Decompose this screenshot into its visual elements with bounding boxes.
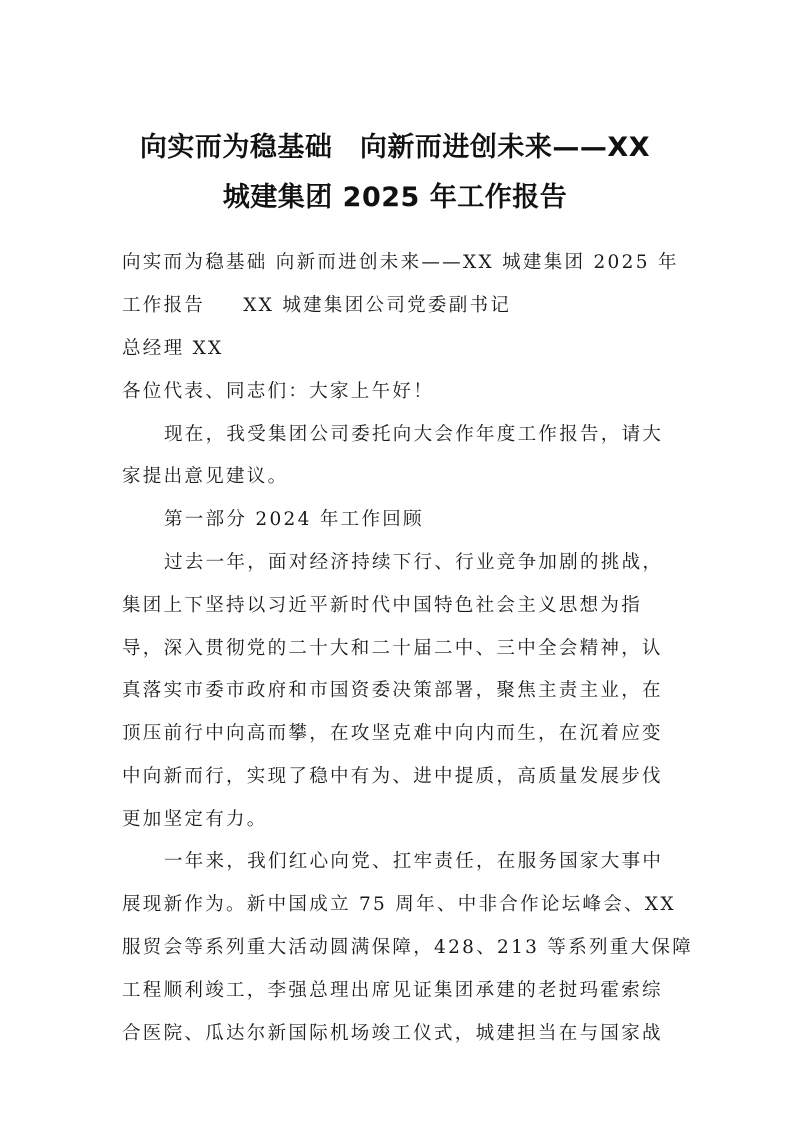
paragraph-line: 集团上下坚持以习近平新时代中国特色社会主义思想为指: [122, 595, 643, 616]
paragraph-line: 合医院、瓜达尔新国际机场竣工仪式，城建担当在与国家战: [122, 1023, 663, 1044]
paragraph-line: 更加坚定有力。: [122, 809, 268, 830]
paragraph-line: 过去一年，面对经济持续下行、行业竞争加剧的挑战，: [164, 552, 664, 573]
subtitle-line: 向实而为稳基础 向新而进创未来——XX 城建集团 2025 年: [122, 252, 679, 273]
section-heading: 第一部分 2024 年工作回顾: [164, 509, 424, 530]
document-title-line-2: 城建集团 2025 年工作报告: [222, 182, 568, 213]
greeting-line: 各位代表、同志们：大家上午好！: [122, 381, 435, 402]
paragraph-line: 服贸会等系列重大活动圆满保障，428、213 等系列重大保障: [122, 937, 694, 958]
paragraph-line: 顶压前行中向高而攀，在攻坚克难中向内而生，在沉着应变: [122, 723, 663, 744]
author-name-line: 总经理 XX: [122, 338, 224, 359]
paragraph-line: 中向新而行，实现了稳中有为、进中提质，高质量发展步伐: [122, 766, 663, 787]
paragraph-line: 真落实市委市政府和市国资委决策部署，聚焦主责主业，在: [122, 680, 663, 701]
paragraph-line: 导，深入贯彻党的二十大和二十届二中、三中全会精神，认: [122, 638, 663, 659]
document-title-line-1: 向实而为稳基础 向新而进创未来——XX: [139, 132, 651, 163]
author-title: XX 城建集团公司党委副书记: [243, 295, 512, 316]
author-line: [122, 291, 511, 317]
paragraph-line: 现在，我受集团公司委托向大会作年度工作报告，请大: [164, 424, 664, 445]
paragraph-line: 一年来，我们红心向党、扛牢责任，在服务国家大事中: [164, 851, 664, 872]
paragraph-line: 工程顺利竣工，李强总理出席见证集团承建的老挝玛霍索综: [122, 980, 663, 1001]
paragraph-line: 展现新作为。新中国成立 75 周年、中非合作论坛峰会、XX: [122, 894, 676, 915]
paragraph-line: 家提出意见建议。: [122, 466, 289, 487]
subtitle-end: 工作报告: [122, 295, 206, 316]
